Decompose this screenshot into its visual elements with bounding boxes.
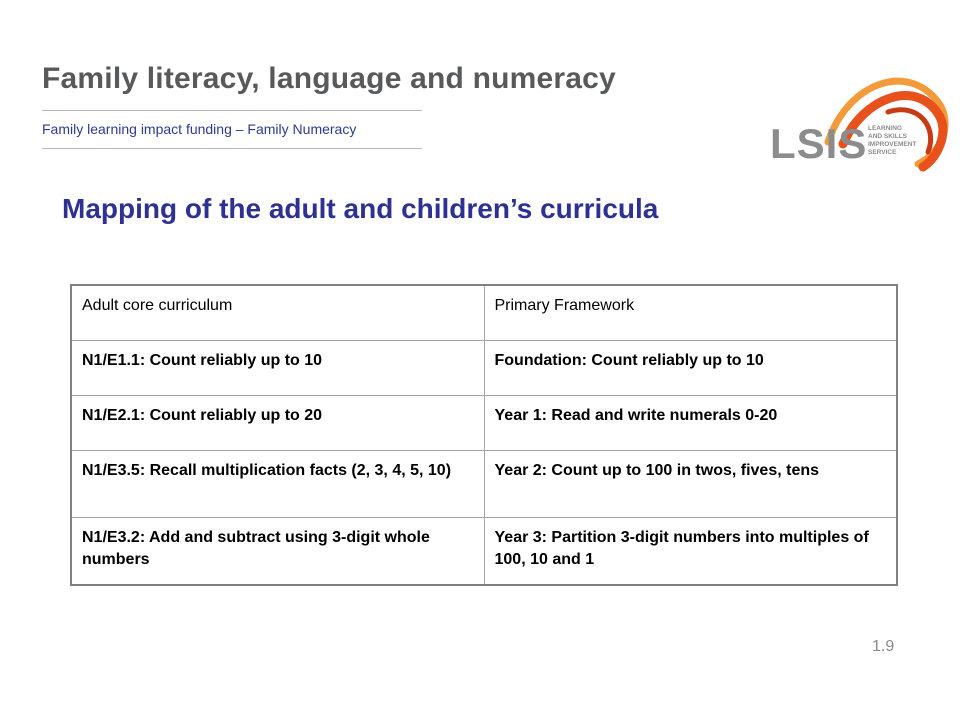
header-cell-adult-core-curriculum: Adult core curriculum <box>71 285 484 341</box>
table-cell: Year 1: Read and write numerals 0-20 <box>484 396 897 451</box>
page-number: 1.9 <box>872 638 895 655</box>
table-cell: N1/E3.5: Recall multiplication facts (2, 3, 4, 5, 10) <box>71 451 484 518</box>
table-row <box>71 451 897 518</box>
logo-tagline-line: SERVICE <box>868 149 897 156</box>
table-cell: N1/E2.1: Count reliably up to 20 <box>71 396 484 451</box>
logo-wordmark: LSIS <box>770 120 868 167</box>
table-header-row <box>71 285 897 341</box>
header-title: Family literacy, language and numeracy <box>42 62 616 95</box>
curricula-mapping-table <box>70 284 898 586</box>
header-cell-primary-framework: Primary Framework <box>484 285 897 341</box>
table-cell: Foundation: Count reliably up to 10 <box>484 341 897 396</box>
slide-title: Mapping of the adult and children’s curricula <box>62 193 659 224</box>
table-cell: N1/E1.1: Count reliably up to 10 <box>71 341 484 396</box>
table-row <box>71 518 897 586</box>
header-subtitle: Family learning impact funding – Family Numeracy <box>42 121 357 137</box>
table-cell: Year 2: Count up to 100 in twos, fives, tens <box>484 451 897 518</box>
table-row <box>71 396 897 451</box>
table-row <box>71 341 897 396</box>
logo-tagline-line: AND SKILLS <box>868 133 907 140</box>
lsis-logo <box>768 72 960 172</box>
table-cell: N1/E3.2: Add and subtract using 3-digit whole numbers <box>71 518 484 586</box>
logo-tagline-line: LEARNING <box>868 125 902 132</box>
header-divider-bottom <box>42 148 422 149</box>
table-cell: Year 3: Partition 3-digit numbers into multiples of 100, 10 and 1 <box>484 518 897 586</box>
header-divider-top <box>42 110 422 111</box>
logo-tagline-line: IMPROVEMENT <box>868 141 917 148</box>
